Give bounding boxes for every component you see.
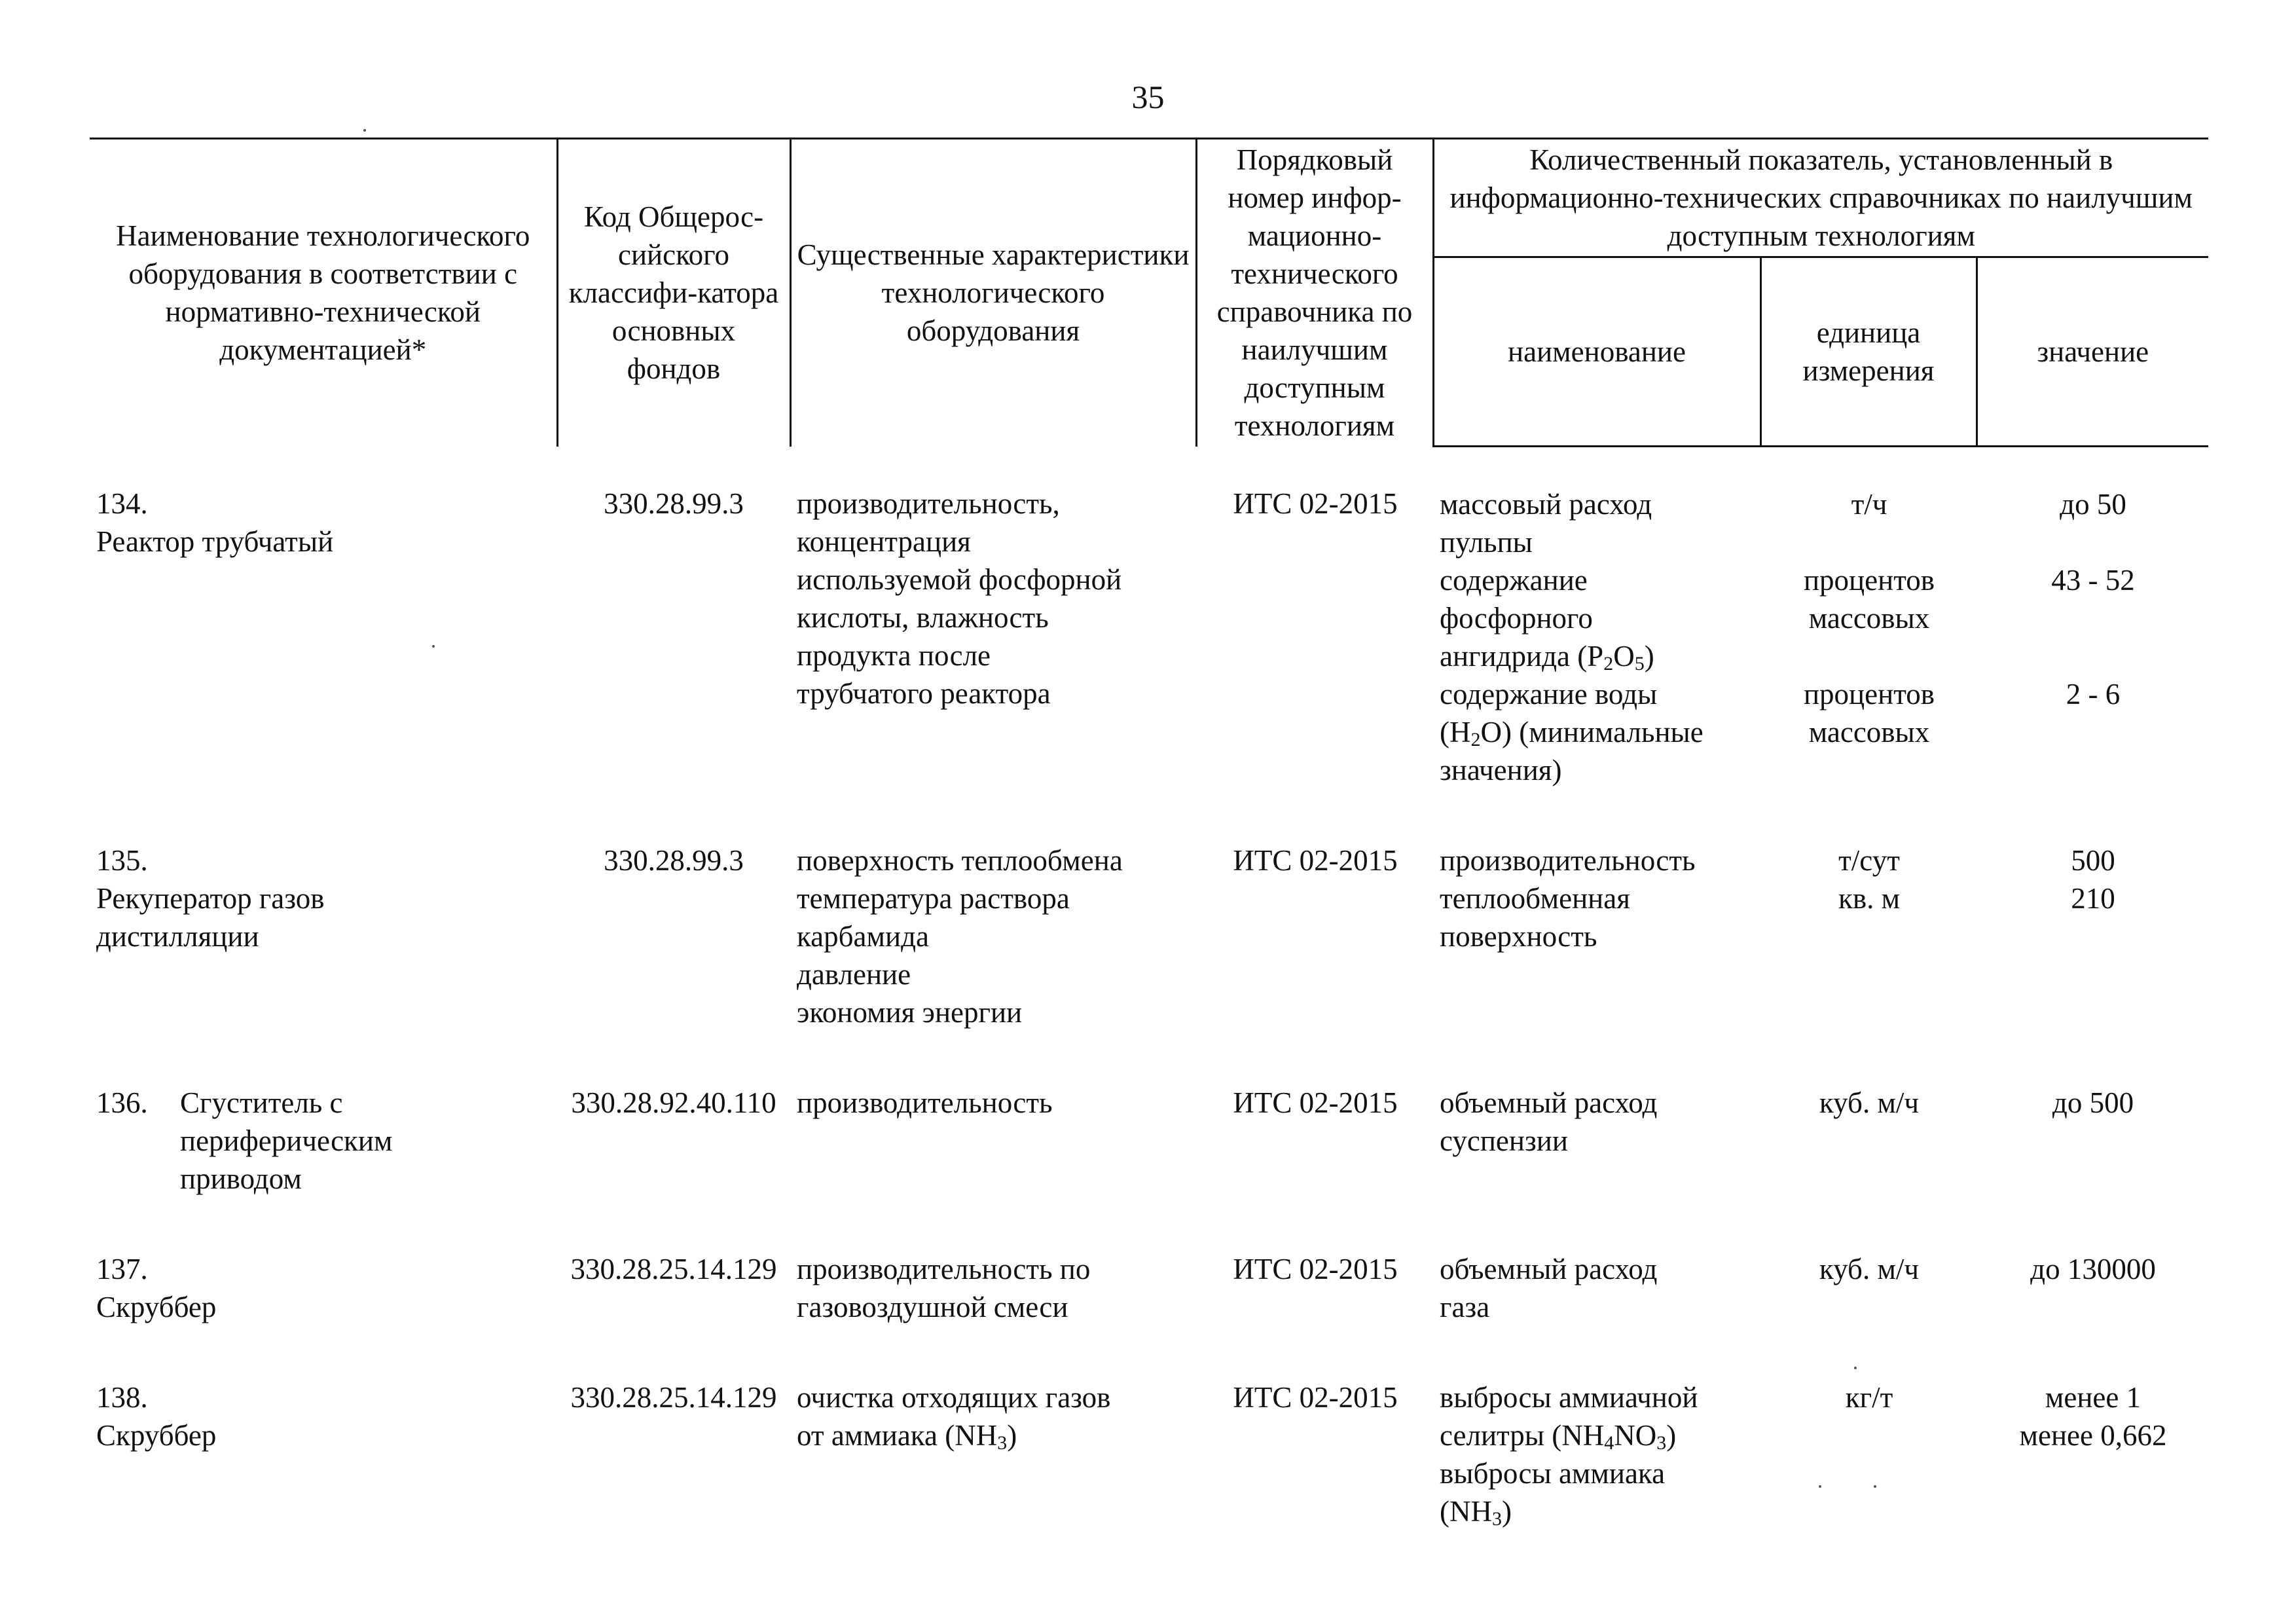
header-name: Наименование технологического оборудования в соответствии с нормативно-технической документацией* [90,139,557,447]
row-name: Сгуститель с периферическим приводом [180,1086,393,1195]
table-header [90,139,2208,447]
row-characteristics: производительность [797,1086,1053,1119]
row-name: Рекуператор газов дистилляции [96,882,325,953]
equipment-table [90,138,2208,1583]
scan-speck [1874,1485,1876,1488]
row-characteristics: производительность по газовоздушной смеси [797,1253,1091,1323]
row-title-cell [90,841,557,1084]
table-row [90,1250,2208,1378]
row-indicator-values: до 500 [2052,1086,2134,1119]
row-indicator-units: кг/т [1845,1381,1893,1414]
row-indicator-names: объемный расход суспензии [1440,1086,1658,1157]
table-row [90,1084,2208,1250]
page-number: 35 [1131,79,1165,115]
row-indicator-units: т/ч процентов массовых процентов массовых [1803,488,1935,748]
row-title-cell [90,1378,557,1583]
header-characteristics: Существенные характеристики технологического оборудования [790,139,1196,447]
row-its: ИТС 02-2015 [1233,1381,1398,1414]
row-name: Скруббер [96,1291,217,1323]
row-code: 330.28.25.14.129 [570,1381,777,1414]
row-number: 138. [96,1381,148,1414]
row-number: 136. [96,1086,148,1119]
row-indicator-units: т/сут кв. м [1838,844,1901,915]
row-characteristics: производительность, концентрация используемой фосфорной кислоты, влажность продукта после трубчатого реактора [797,487,1122,710]
row-number: 137. [96,1253,148,1285]
table-row [90,447,2208,842]
row-code: 330.28.99.3 [604,844,744,877]
scan-speck [432,645,435,648]
header-indicator-name: наименование [1433,257,1760,447]
header-indicator-unit: единица измерения [1760,257,1977,447]
row-title-cell [90,1084,557,1250]
table-row [90,841,2208,1084]
row-code: 330.28.92.40.110 [571,1086,776,1119]
row-indicator-values: до 50 43 - 52 2 - 6 [2051,488,2135,710]
row-indicator-units: куб. м/ч [1819,1253,1920,1285]
row-name: Реактор трубчатый [96,525,334,558]
row-indicator-names: выбросы аммиачной селитры $(NH_4NO_3)$ выбросы аммиака $(NH_3)$ [1440,1381,1698,1530]
row-its: ИТС 02-2015 [1233,487,1398,520]
row-indicator-values: менее 1 менее 0,662 [2019,1381,2167,1452]
scan-speck [1854,1367,1857,1369]
row-number: 134. [96,487,148,520]
row-indicator-names: объемный расход газа [1440,1253,1658,1323]
row-indicator-names: производительность теплообменная поверхность [1440,844,1696,953]
row-characteristics: очистка отходящих газов от аммиака $(NH_3)$ [797,1381,1111,1454]
header-code: Код Общерос-сийского классифи-катора основных фондов [557,139,790,447]
row-code: 330.28.99.3 [604,487,744,520]
row-indicator-values: 500 210 [2071,844,2115,915]
row-characteristics: поверхность теплообмена температура раствора карбамида давление экономия энергии [797,844,1123,1029]
row-number: 135. [96,844,148,877]
row-its: ИТС 02-2015 [1233,1086,1398,1119]
row-indicator-names: массовый расход пульпы содержание фосфорного ангидрида $(P_2O_5)$ содержание воды $(H_2O)$ (минимальные значения) [1440,488,1704,786]
row-title-cell [90,1250,557,1378]
row-code: 330.28.25.14.129 [570,1253,777,1285]
row-indicator-values: до 130000 [2030,1253,2156,1285]
scan-speck [363,129,366,132]
header-indicator-value: значение [1977,257,2208,447]
header-its-number: Порядковый номер инфор-мационно-технического справочника по наилучшим доступным технологиям [1196,139,1433,447]
row-name: Скруббер [96,1419,217,1452]
table-row [90,1378,2208,1583]
row-its: ИТС 02-2015 [1233,1253,1398,1285]
row-its: ИТС 02-2015 [1233,844,1398,877]
header-indicator-group: Количественный показатель, установленный в информационно-технических справочниках по наилучшим доступным технологиям [1433,139,2208,257]
row-title-cell [90,447,557,842]
scan-speck [1819,1485,1821,1488]
row-indicator-units: куб. м/ч [1819,1086,1920,1119]
